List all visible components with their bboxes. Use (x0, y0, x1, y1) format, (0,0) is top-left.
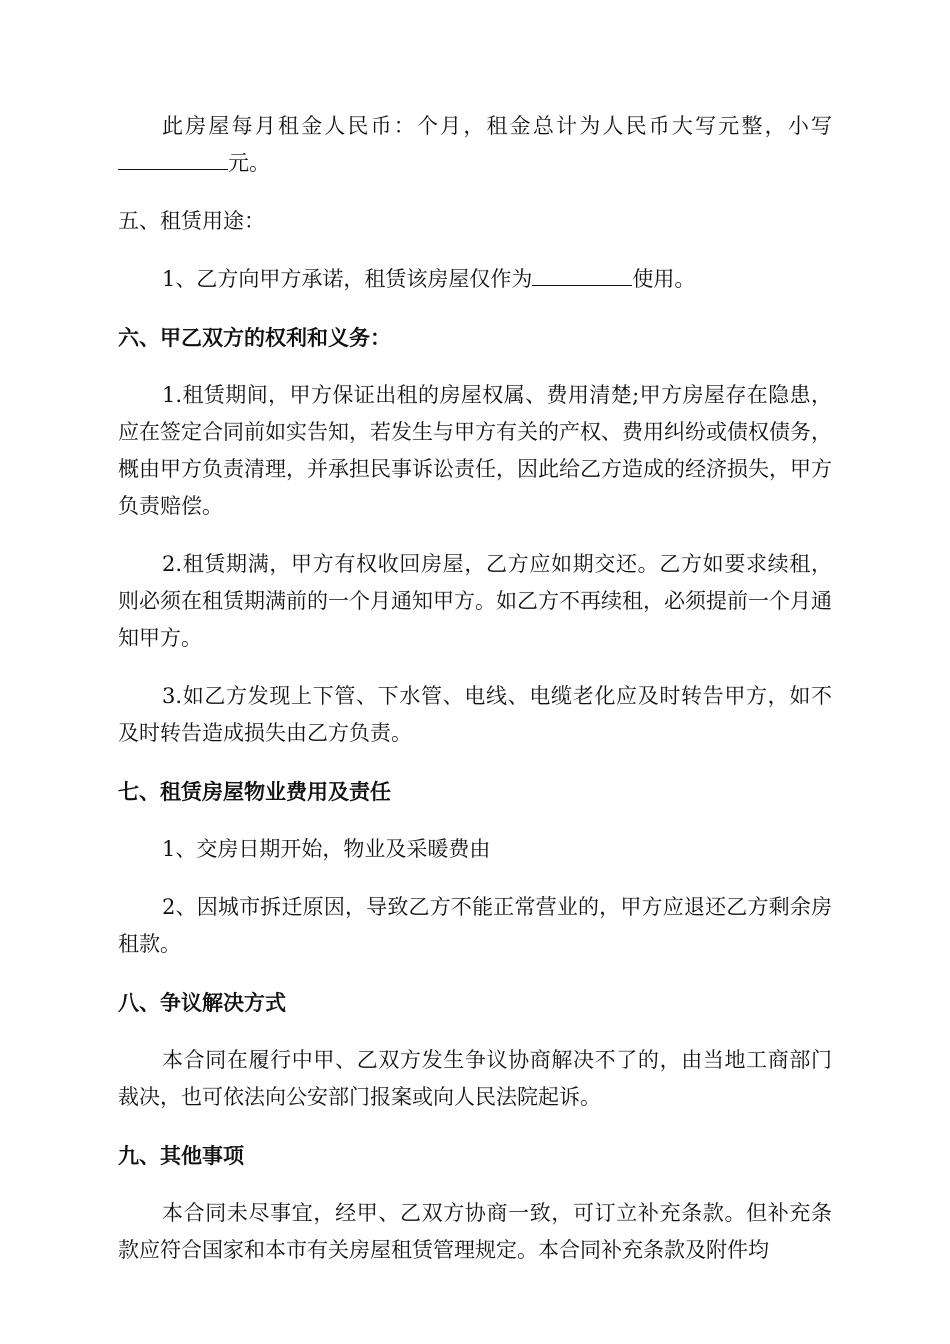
rent-paragraph (118, 108, 832, 182)
usage-blank (532, 263, 632, 286)
section-5-item-1-text-a: 1、乙方向甲方承诺，租赁该房屋仅作为 (162, 267, 533, 291)
section-6-item-3: 3.如乙方发现上下管、下水管、电线、电缆老化应及时转告甲方，如不及时转告造成损失由乙方负责。 (118, 684, 832, 745)
section-7-heading: 七、租赁房屋物业费用及责任 (118, 779, 391, 804)
section-7-item-1: 1、交房日期开始，物业及采暖费由 (162, 837, 491, 861)
section-6-item-1: 1.租赁期间，甲方保证出租的房屋权属、费用清楚;甲方房屋存在隐患，应在签定合同前如实告知，若发生与甲方有关的产权、费用纠纷或债权债务，概由甲方负责清理，并承担民事诉讼责任，因此给乙方造成的经济损失，甲方负责赔偿。 (118, 383, 832, 518)
section-6-item-2: 2.租赁期满，甲方有权收回房屋，乙方应如期交还。乙方如要求续租，则必须在租赁期满前的一个月通知甲方。如乙方不再续租，必须提前一个月通知甲方。 (118, 552, 832, 650)
section-9-item-1: 本合同未尽事宜，经甲、乙双方协商一致，可订立补充条款。但补充条款应符合国家和本市有关房屋租赁管理规定。本合同补充条款及附件均 (118, 1201, 832, 1262)
section-8-heading: 八、争议解决方式 (118, 990, 286, 1015)
section-5-heading: 五、租赁用途： (118, 209, 265, 233)
section-8-item-1: 本合同在履行中甲、乙双方发生争议协商解决不了的，由当地工商部门裁决，也可依法向公安部门报案或向人民法院起诉。 (118, 1048, 832, 1109)
rent-text-a: 此房屋每月租金人民币：个月，租金总计为人民币大写元整，小写 (162, 114, 832, 138)
section-5-item-1-text-b: 使用。 (632, 267, 696, 291)
section-5-item-1 (118, 261, 832, 298)
section-7-item-2: 2、因城市拆迁原因，导致乙方不能正常营业的，甲方应退还乙方剩余房租款。 (118, 895, 832, 956)
amount-blank (118, 147, 228, 170)
rent-text-b: 元。 (228, 151, 270, 175)
section-6-heading: 六、甲乙双方的权利和义务： (118, 325, 391, 350)
section-9-heading: 九、其他事项 (118, 1143, 244, 1168)
